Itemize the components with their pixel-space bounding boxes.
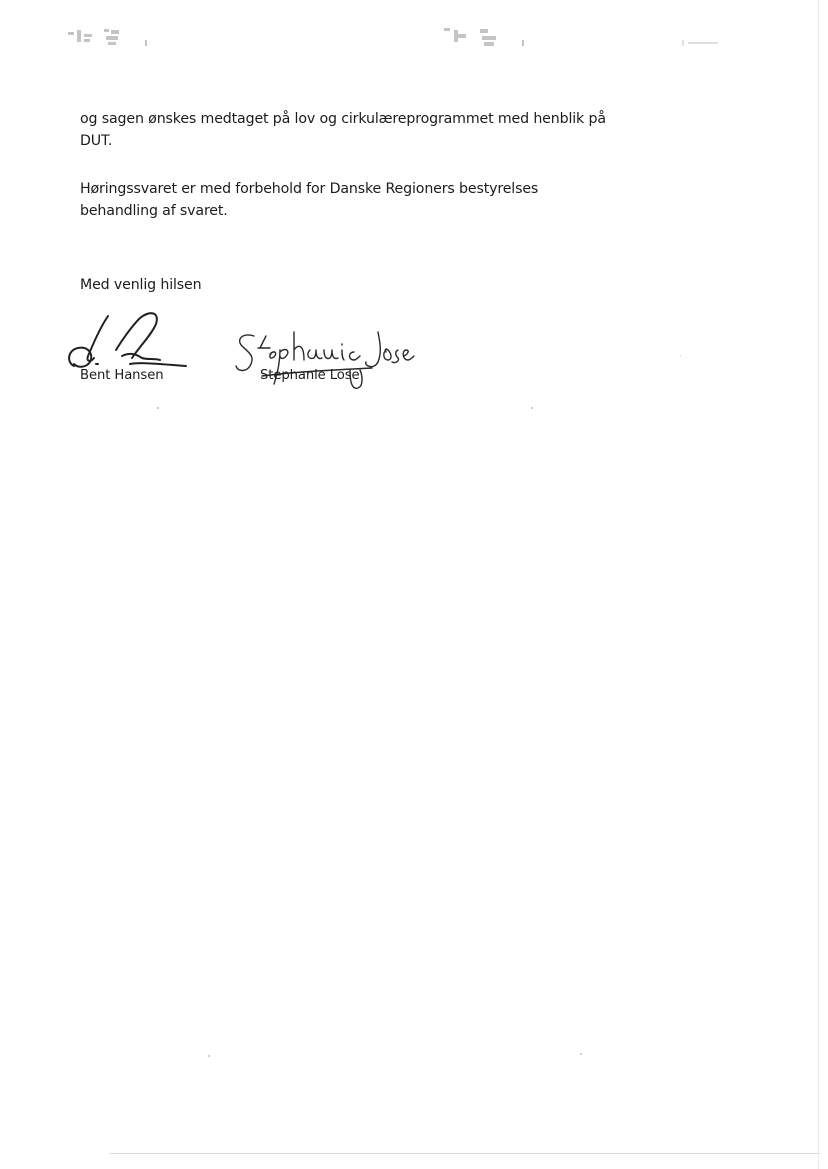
- signatory-name: Bent Hansen: [80, 368, 164, 383]
- scan-artifact-header-right: [440, 26, 530, 52]
- scan-artifact-header-left: [64, 26, 154, 52]
- signature-block-bent-hansen: [60, 306, 200, 396]
- scan-speck: [531, 407, 533, 409]
- scan-speck: [680, 355, 681, 356]
- signatory-name: Stephanie Lose: [260, 368, 360, 383]
- signature-block-stephanie-lose: [232, 326, 402, 396]
- scan-edge-bottom: [110, 1153, 820, 1154]
- closing-greeting: Med venlig hilsen: [80, 277, 202, 293]
- scan-speck: [157, 407, 159, 409]
- scan-speck: [208, 1055, 210, 1057]
- body-paragraph-dut: og sagen ønskes medtaget på lov og cirkulæreprogrammet med henblik på DUT.: [80, 111, 606, 149]
- scan-artifact-header-far-right: [680, 26, 730, 52]
- scan-speck: [580, 1053, 582, 1055]
- scan-edge-right: [818, 0, 819, 1169]
- body-paragraph-reservation: Høringssvaret er med forbehold for Danske Regioners bestyrelses behandling af svaret.: [80, 181, 539, 219]
